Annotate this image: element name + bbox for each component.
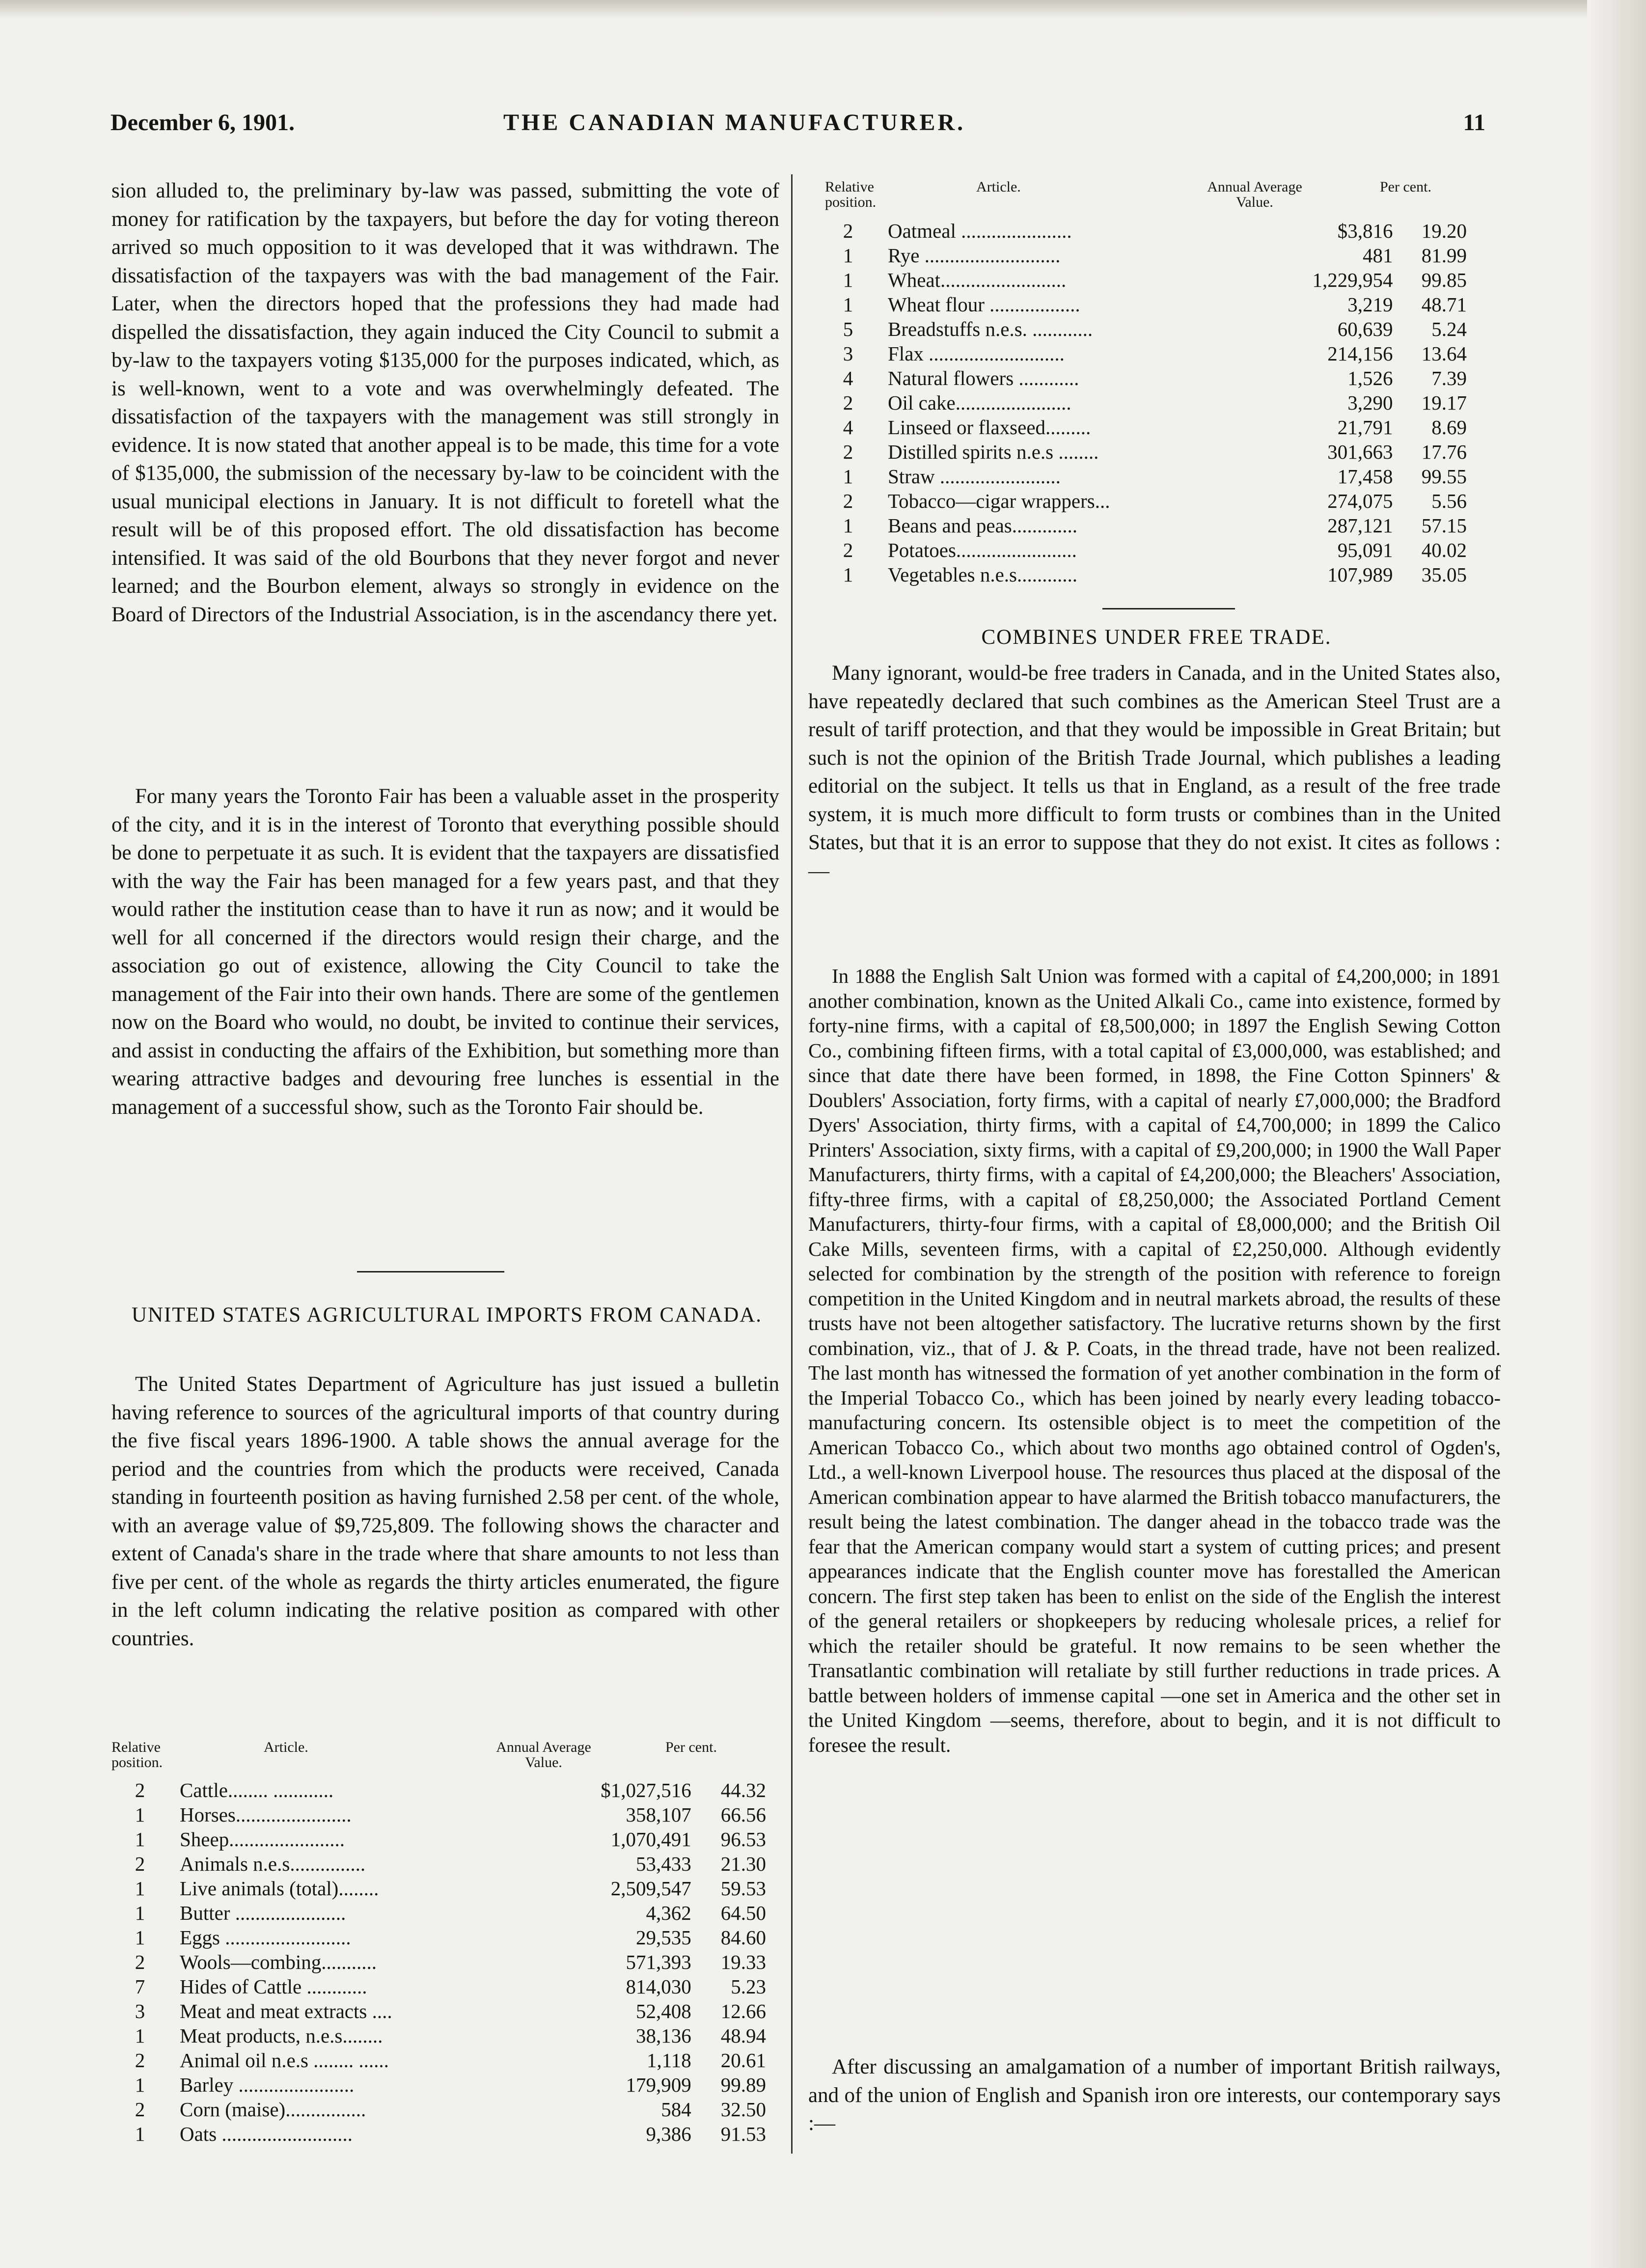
header-percent: Per cent. — [665, 1739, 717, 1755]
relative-position-cell: 2 — [843, 441, 853, 463]
relative-position-cell: 4 — [843, 416, 853, 439]
article-cell: Live animals (total)........ — [180, 1877, 379, 1900]
relative-position-cell: 1 — [843, 563, 853, 586]
table-row — [826, 317, 1467, 341]
table-row — [826, 219, 1467, 243]
running-header — [110, 109, 1485, 143]
table-row — [826, 268, 1467, 292]
percent-cell: 84.60 — [720, 1926, 766, 1949]
table-row — [826, 366, 1467, 390]
relative-position-cell: 5 — [843, 318, 853, 340]
value-cell: 38,136 — [636, 2024, 691, 2047]
percent-cell: 12.66 — [720, 2000, 766, 2022]
article-cell: Meat products, n.e.s........ — [180, 2024, 383, 2047]
value-cell: 2,509,547 — [610, 1877, 691, 1900]
table-header-left — [111, 1740, 779, 1774]
percent-cell: 57.15 — [1421, 514, 1467, 537]
relative-position-cell: 2 — [843, 220, 853, 242]
value-cell: 214,156 — [1327, 342, 1393, 365]
article-cell: Vegetables n.e.s............ — [888, 563, 1077, 586]
value-cell: 95,091 — [1337, 539, 1393, 561]
relative-position-cell: 2 — [135, 2098, 145, 2121]
table-row — [118, 2048, 766, 2073]
relative-position-cell: 1 — [843, 244, 853, 267]
value-cell: 584 — [661, 2098, 691, 2121]
article-cell: Distilled spirits n.e.s ........ — [888, 441, 1099, 463]
table-row — [118, 1901, 766, 1925]
table-row — [118, 1778, 766, 1802]
page-number: 11 — [1463, 110, 1485, 136]
relative-position-cell: 1 — [843, 293, 853, 316]
table-row — [118, 2023, 766, 2048]
percent-cell: 21.30 — [720, 1853, 766, 1875]
issue-date: December 6, 1901. — [110, 110, 295, 136]
table-row — [118, 2097, 766, 2122]
header-position: Relative position. — [111, 1739, 163, 1770]
percent-cell: 59.53 — [720, 1877, 766, 1900]
article-cell: Butter ...................... — [180, 1902, 346, 1924]
article-cell: Rye ........................... — [888, 244, 1061, 267]
percent-cell: 48.71 — [1421, 293, 1467, 316]
value-cell: 60,639 — [1337, 318, 1393, 340]
relative-position-cell: 4 — [843, 367, 853, 389]
page-top-edge — [0, 0, 1646, 20]
relative-position-cell: 2 — [843, 391, 853, 414]
value-cell: 9,386 — [646, 2123, 691, 2145]
table-row — [118, 2073, 766, 2097]
table-row — [826, 562, 1467, 587]
relative-position-cell: 2 — [843, 539, 853, 561]
value-cell: 358,107 — [626, 1803, 691, 1826]
percent-cell: 8.69 — [1431, 416, 1467, 439]
percent-cell: 99.89 — [720, 2074, 766, 2096]
table-row — [826, 415, 1467, 440]
percent-cell: 19.17 — [1421, 391, 1467, 414]
table-row — [826, 243, 1467, 268]
article-cell: Natural flowers ............ — [888, 367, 1079, 389]
article-cell: Potatoes........................ — [888, 539, 1077, 561]
header-value: Annual Average Value. — [496, 1739, 591, 1770]
article-cell: Beans and peas............. — [888, 514, 1077, 537]
value-cell: 3,219 — [1347, 293, 1393, 316]
table-row — [118, 2122, 766, 2146]
left-paragraph-3: The United States Department of Agriculture has just issued a bulletin having reference to sources of the agricultural imports of that country during the five fiscal years 1896-1900. A table shows the annual average for the period and the countries from which the products were received, Canada standing in fourteenth position as having furnished 2.58 per cent. of the whole, with an average value of $9,725,809. The following shows the character and extent of Canada's share in the trade where that share amounts to not less than five per cent. of the whole as regards the thirty articles enumerated, the figure in the left column indicating the relative position as compared with other countries. — [111, 1373, 779, 1650]
percent-cell: 81.99 — [1421, 244, 1467, 267]
percent-cell: 13.64 — [1421, 342, 1467, 365]
table-row — [826, 489, 1467, 513]
right-paragraph-2-quotation: In 1888 the English Salt Union was formed with a capital of £4,200,000; in 1891 another combination, known as the United Alkali Co., came into existence, formed by forty-nine firms, with a capital of £8,500,000; in 1897 the English Sewing Cotton Co., combining fifteen firms, with a total capital of £3,000,000, was established; and since that date there have been formed, in 1898, the Fine Cotton Spinners' & Doublers' Association, forty firms, with a capital of nearly £7,000,000; the Bradford Dyers' Association, thirty firms, with a capital of £4,700,000; in 1899 the Calico Printers' Association, sixty firms, with a capital of £9,200,000; in 1900 the Wall Paper Manufacturers, thirty firms, with a capital of £4,200,000; the Bleachers' Association, fifty-three firms, with a capital of £8,250,000; the Associated Portland Cement Manufacturers, thirty-four firms, with a capital of £8,000,000; and the British Oil Cake Mills, seventeen firms, with a capital of £2,250,000. Although evidently selected for combination by the strength of the position with reference to foreign competition in the United Kingdom and in neutral markets abroad, the results of these trusts have not been altogether satisfactory. The lucrative returns shown by the first combination, viz., that of J. & P. Coats, in the thread trade, have not been realized. The last month has witnessed the formation of yet another combination in the form of the Imperial Tobacco Co., which has been joined by nearly every leading tobacco-manufacturing concern. Its ostensible object is to meet the competition of the American Tobacco Co., which about two months ago obtained control of Ogden's, Ltd., a well-known Liverpool house. The resources thus placed at the disposal of the American combination appear to have alarmed the British tobacco manufacturers, the result being the latest combination. The danger ahead in the tobacco trade was the fear that the American company would start a system of cutting prices; and present appearances indicate that the English counter move has forestalled the American concern. The first step taken has been to enlist on the side of the English the interest of the general retailers or shopkeepers by reducing wholesale prices, a relief for which the retailer should be grateful. It now remains to be seen whether the Transatlantic combination will retaliate by still further reductions in trade prices. A battle between holders of immense capital —one set in America and the other set in the United Kingdom —seems, therefore, about to begin, and it is not difficult to foresee the result. — [808, 965, 1501, 1756]
table-row — [826, 440, 1467, 464]
percent-cell: 91.53 — [720, 2123, 766, 2145]
percent-cell: 5.56 — [1431, 490, 1467, 512]
percent-cell: 96.53 — [720, 1828, 766, 1851]
article-cell: Horses....................... — [180, 1803, 352, 1826]
right-paragraph-1: Many ignorant, would-be free traders in Canada, and in the United States also, have repeatedly declared that such combines as the American Steel Trust are a result of tariff protection, and that they would be impossible in Great Britain; but such is not the opinion of the British Trade Journal, which publishes a leading editorial on the subject. It tells us that in England, as a result of the free trade system, it is much more difficult to form trusts or combines than in the United States, but that it is an error to suppose that they do not exist. It cites as follows :— — [808, 662, 1501, 883]
relative-position-cell: 2 — [135, 2049, 145, 2072]
percent-cell: 44.32 — [720, 1779, 766, 1801]
article-cell: Eggs ......................... — [180, 1926, 351, 1949]
value-cell: 21,791 — [1337, 416, 1393, 439]
value-cell: 1,118 — [647, 2049, 691, 2072]
table-row — [118, 1876, 766, 1901]
imports-table-right — [826, 219, 1467, 587]
value-cell: 274,075 — [1327, 490, 1393, 512]
table-header-right — [805, 179, 1503, 214]
relative-position-cell: 1 — [843, 465, 853, 488]
article-cell: Animal oil n.e.s ........ ...... — [180, 2049, 389, 2072]
table-row — [118, 1925, 766, 1950]
value-cell: 107,989 — [1327, 563, 1393, 586]
value-cell: 17,458 — [1337, 465, 1393, 488]
relative-position-cell: 2 — [135, 1779, 145, 1801]
publication-title: THE CANADIAN MANUFACTURER. — [503, 110, 966, 136]
article-cell: Corn (maise)................ — [180, 2098, 366, 2121]
left-paragraph-1: sion alluded to, the preliminary by-law was passed, submitting the vote of money for ratification by the taxpayers, but before the day for voting thereon arrived so much opposition to it was developed that it was withdrawn. The dissatisfaction of the taxpayers was with the bad management of the Fair. Later, when the directors hoped that the professions they had made had dispelled the dissatisfaction, they again induced the City Council to submit a by-law to the taxpayers voting $135,000 for the purposes indicated, which, as is well-known, went to a vote and was overwhelmingly defeated. The dissatisfaction of the taxpayers with the management was still strongly in evidence. It is now stated that another appeal is to be made, this time for a vote of $135,000, the submission of the necessary by-law to be coincident with the usual municipal elections in January. It is not difficult to foretell what the result will be of this proposed effort. The old dissatisfaction has become intensified. It was said of the old Bourbons that they never forgot and never learned; and the Bourbon element, always so strongly in evidence on the Board of Directors of the Industrial Association, is in the ascendancy there yet. — [111, 179, 779, 626]
table-row — [826, 538, 1467, 562]
value-cell: 481 — [1362, 244, 1393, 267]
percent-cell: 19.20 — [1421, 220, 1467, 242]
table-row — [118, 1802, 766, 1827]
relative-position-cell: 2 — [135, 1951, 145, 1973]
header-position: Relative position. — [825, 179, 877, 210]
relative-position-cell: 1 — [135, 1902, 145, 1924]
percent-cell: 99.55 — [1421, 465, 1467, 488]
value-cell: 287,121 — [1327, 514, 1393, 537]
table-row — [118, 1827, 766, 1852]
section-divider-left — [357, 1271, 504, 1272]
table-row — [118, 1974, 766, 1999]
value-cell: 1,070,491 — [610, 1828, 691, 1851]
article-cell: Wheat flour .................. — [888, 293, 1080, 316]
relative-position-cell: 2 — [135, 1853, 145, 1875]
relative-position-cell: 1 — [135, 2074, 145, 2096]
relative-position-cell: 7 — [135, 1975, 145, 1998]
relative-position-cell: 1 — [135, 1926, 145, 1949]
relative-position-cell: 2 — [843, 490, 853, 512]
imports-table-left — [118, 1778, 766, 2146]
percent-cell: 19.33 — [720, 1951, 766, 1973]
percent-cell: 66.56 — [720, 1803, 766, 1826]
article-cell: Straw ........................ — [888, 465, 1061, 488]
percent-cell: 64.50 — [720, 1902, 766, 1924]
value-cell: 52,408 — [636, 2000, 691, 2022]
percent-cell: 17.76 — [1421, 441, 1467, 463]
article-cell: Linseed or flaxseed......... — [888, 416, 1091, 439]
column-rule — [791, 174, 793, 2154]
table-row — [826, 513, 1467, 538]
relative-position-cell: 3 — [135, 2000, 145, 2022]
percent-cell: 5.23 — [731, 1975, 766, 1998]
percent-cell: 99.85 — [1421, 269, 1467, 291]
table-row — [118, 1950, 766, 1974]
value-cell: $3,816 — [1337, 220, 1393, 242]
percent-cell: 40.02 — [1421, 539, 1467, 561]
value-cell: 29,535 — [636, 1926, 691, 1949]
table-row — [118, 1852, 766, 1876]
percent-cell: 7.39 — [1431, 367, 1467, 389]
value-cell: 571,393 — [626, 1951, 691, 1973]
article-cell: Tobacco—cigar wrappers... — [888, 490, 1110, 512]
article-cell: Breadstuffs n.e.s. ............ — [888, 318, 1093, 340]
table-row — [826, 390, 1467, 415]
relative-position-cell: 1 — [135, 1803, 145, 1826]
article-cell: Wheat......................... — [888, 269, 1067, 291]
article-cell: Barley ....................... — [180, 2074, 355, 2096]
relative-position-cell: 1 — [135, 1828, 145, 1851]
table-row — [118, 1999, 766, 2023]
article-cell: Oatmeal ...................... — [888, 220, 1072, 242]
article-cell: Sheep....................... — [180, 1828, 345, 1851]
value-cell: 4,362 — [646, 1902, 691, 1924]
article-cell: Cattle........ ............ — [180, 1779, 334, 1801]
section-divider-right — [1102, 608, 1235, 609]
relative-position-cell: 3 — [843, 342, 853, 365]
article-cell: Oats .......................... — [180, 2123, 353, 2145]
article-cell: Flax ........................... — [888, 342, 1065, 365]
article-cell: Hides of Cattle ............ — [180, 1975, 367, 1998]
header-value: Annual Average Value. — [1207, 179, 1302, 210]
percent-cell: 5.24 — [1431, 318, 1467, 340]
section-heading-combines: COMBINES UNDER FREE TRADE. — [981, 626, 1332, 649]
value-cell: 1,229,954 — [1312, 269, 1393, 291]
header-article: Article. — [264, 1739, 308, 1755]
relative-position-cell: 1 — [843, 269, 853, 291]
percent-cell: 48.94 — [720, 2024, 766, 2047]
value-cell: 814,030 — [626, 1975, 691, 1998]
value-cell: 3,290 — [1347, 391, 1393, 414]
page-right-edge — [1587, 0, 1646, 2268]
relative-position-cell: 1 — [135, 2024, 145, 2047]
percent-cell: 32.50 — [720, 2098, 766, 2121]
left-paragraph-2: For many years the Toronto Fair has been a valuable asset in the prosperity of the city, and it is in the interest of Toronto that everything possible should be done to perpetuate it as such. It is evident that the taxpayers are dissatisfied with the way the Fair has been managed for a few years past, and that they would rather the institution cease than to have it run as now; and it would be well for all concerned if the directors would resign their charge, and the association go out of existence, allowing the City Council to take the management of the Fair into their own hands. There are some of the gentlemen now on the Board who would, no doubt, be invited to continue their services, and assist in conducting the affairs of the Exhibition, but something more than wearing attractive badges and devouring free lunches is essential in the management of a successful show, such as the Toronto Fair should be. — [111, 785, 779, 1119]
relative-position-cell: 1 — [843, 514, 853, 537]
table-row — [826, 464, 1467, 489]
value-cell: 301,663 — [1327, 441, 1393, 463]
table-row — [826, 341, 1467, 366]
section-heading-us-imports: UNITED STATES AGRICULTURAL IMPORTS FROM CANADA. — [131, 1303, 763, 1327]
percent-cell: 35.05 — [1421, 563, 1467, 586]
value-cell: 179,909 — [626, 2074, 691, 2096]
article-cell: Meat and meat extracts .... — [180, 2000, 392, 2022]
relative-position-cell: 1 — [135, 2123, 145, 2145]
article-cell: Oil cake....................... — [888, 391, 1071, 414]
article-cell: Wools—combing........... — [180, 1951, 377, 1973]
value-cell: 53,433 — [636, 1853, 691, 1875]
right-paragraph-3: After discussing an amalgamation of a number of important British railways, and of the union of English and Spanish iron ore interests, our contemporary says :— — [808, 2055, 1501, 2135]
value-cell: 1,526 — [1347, 367, 1393, 389]
value-cell: $1,027,516 — [601, 1779, 691, 1801]
header-article: Article. — [976, 179, 1021, 195]
header-percent: Per cent. — [1380, 179, 1431, 195]
table-row — [826, 292, 1467, 317]
percent-cell: 20.61 — [720, 2049, 766, 2072]
article-cell: Animals n.e.s............... — [180, 1853, 366, 1875]
relative-position-cell: 1 — [135, 1877, 145, 1900]
